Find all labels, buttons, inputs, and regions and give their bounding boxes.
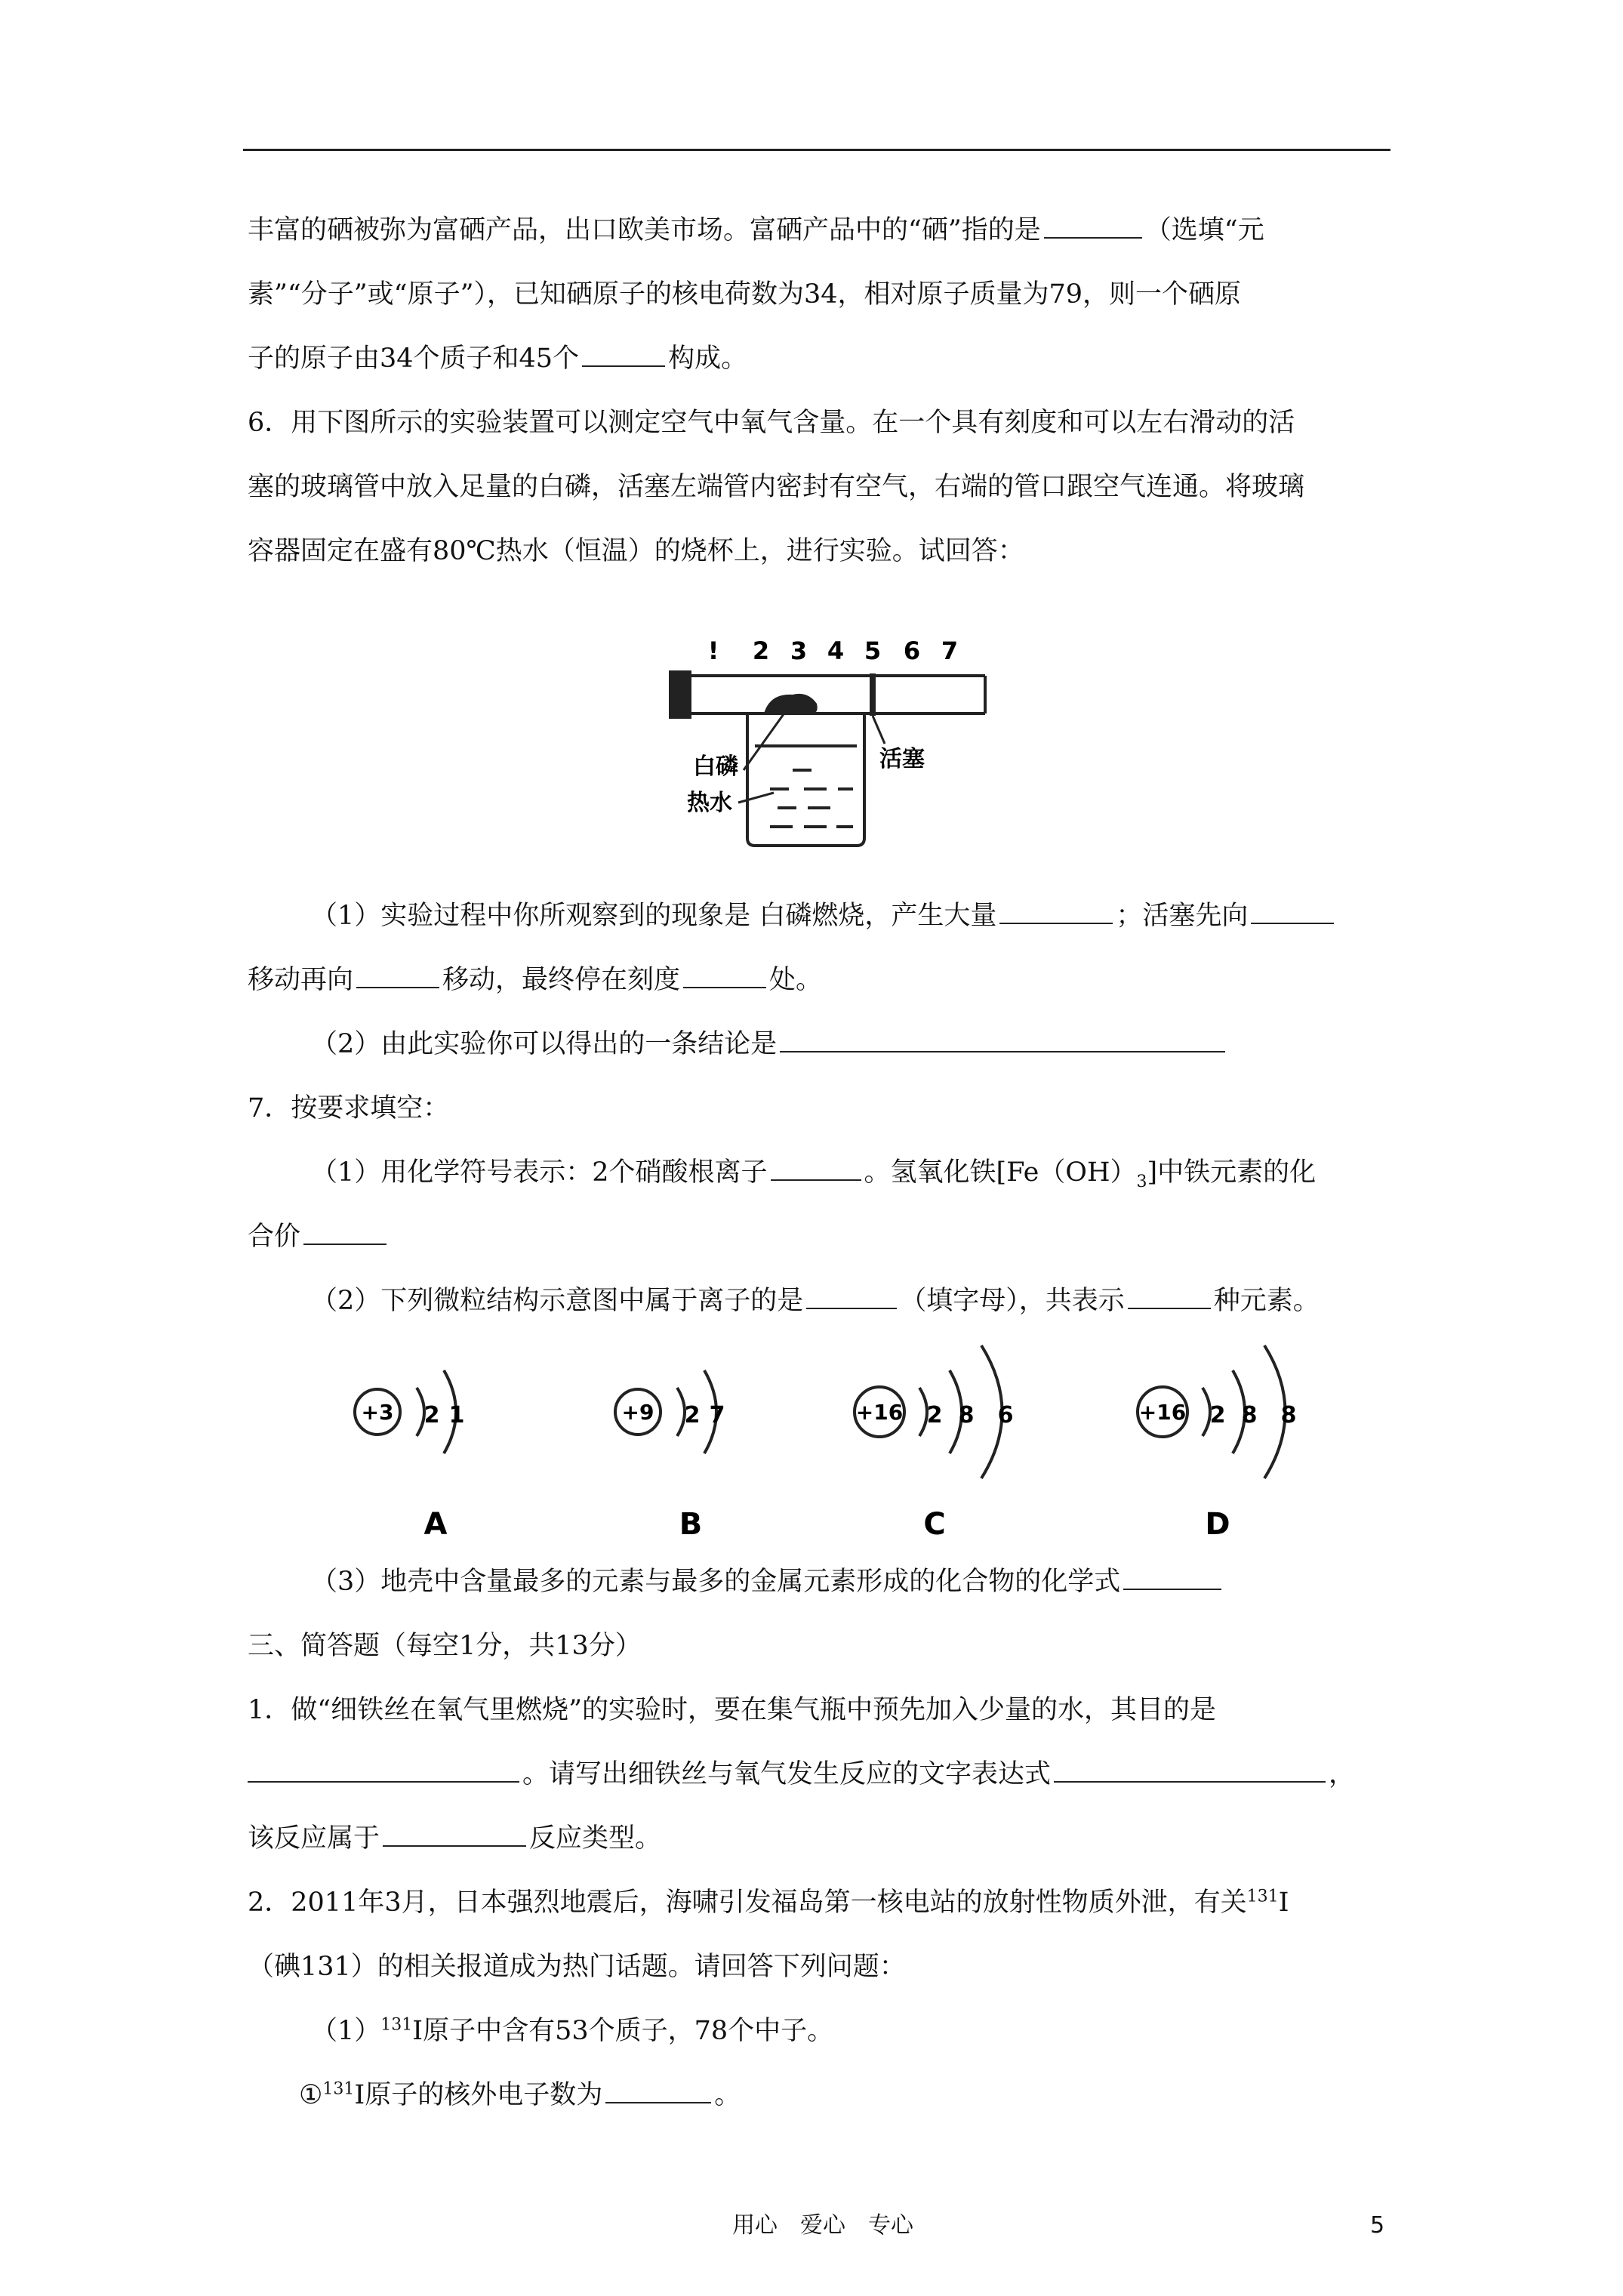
answer-blank: [1123, 1564, 1221, 1590]
text: 移动再向: [248, 965, 354, 995]
text-line: [248, 1755, 1355, 1793]
text-line: [248, 340, 747, 378]
scale-tick-label: 7: [941, 636, 959, 665]
answer-blank: [582, 341, 665, 367]
superscript: 131: [322, 2079, 355, 2099]
electron-count: 7: [709, 1402, 725, 1428]
answer-blank: [1128, 1284, 1211, 1309]
electron-count: 2: [1209, 1402, 1226, 1428]
text: 移动，最终停在刻度: [442, 965, 681, 995]
text: 合价: [248, 1222, 301, 1252]
text: 反应类型。: [529, 1823, 662, 1854]
text-line: [248, 276, 1241, 313]
text: 塞的玻璃管中放入足量的白磷，活塞左端管内密封有空气，右端的管口跟空气连通。将玻璃: [248, 472, 1305, 502]
short-answer-1: [248, 1691, 1216, 1729]
text: ；活塞先向: [1116, 901, 1249, 931]
nucleus-charge: +3: [361, 1400, 394, 1425]
text: 6．用下图所示的实验装置可以测定空气中氧气含量。在一个具有刻度和可以左右滑动的活: [248, 408, 1295, 438]
text: （选填“元: [1144, 215, 1264, 245]
superscript: 131: [1246, 1887, 1279, 1906]
electron-count: 1: [448, 1402, 465, 1428]
answer-blank: [1044, 213, 1142, 239]
answer-blank: [605, 2078, 711, 2103]
scale-tick-label: 3: [790, 636, 808, 665]
question-7-part-3: [311, 1563, 1224, 1601]
text: （填字母），共表示: [900, 1286, 1125, 1316]
text-line: [248, 468, 1304, 506]
text: （1）实验过程中你所观察到的现象是 白磷燃烧，产生大量: [311, 901, 997, 931]
text: 子的原子由34个质子和45个: [248, 344, 580, 374]
electron-count: 2: [423, 1402, 440, 1428]
scale-tick-label: 4: [827, 636, 845, 665]
diagram-letter: C: [923, 1507, 946, 1542]
subscript: 3: [1136, 1173, 1147, 1191]
text: （碘131）的相关报道成为热门话题。请回答下列问题：: [248, 1952, 906, 1982]
text-line: [248, 1218, 390, 1256]
label-hot-water: 热水: [687, 790, 732, 816]
scale-tick-label: 5: [864, 636, 882, 665]
electron-count: 2: [684, 1402, 701, 1428]
text-line: [248, 1820, 661, 1857]
text-line: [248, 532, 1024, 570]
nucleus-charge: +9: [621, 1400, 654, 1425]
electron-count: 6: [997, 1402, 1014, 1428]
text: ，: [1329, 1759, 1356, 1789]
question-7-part-2: [311, 1282, 1320, 1320]
short-answer-2: [248, 1884, 1289, 1922]
section-heading: [248, 1627, 642, 1665]
atom-diagram-c: [855, 1345, 1013, 1542]
nucleus-charge: +16: [1138, 1400, 1187, 1425]
electron-count: 2: [926, 1402, 943, 1428]
question-6-part-2: [311, 1025, 1228, 1063]
text: 处。: [769, 965, 823, 995]
label-piston: 活塞: [879, 746, 925, 772]
diagram-letter: D: [1205, 1507, 1230, 1542]
electron-shell: [677, 1388, 685, 1436]
text: ]中铁元素的化: [1147, 1157, 1317, 1188]
text: 2．2011年3月，日本强烈地震后，海啸引发福岛第一核电站的放射性物质外泄，有关: [248, 1888, 1247, 1918]
text: I: [1278, 1888, 1289, 1918]
nucleus-charge: +16: [855, 1400, 904, 1425]
text: 1．做“细铁丝在氧气里燃烧”的实验时，要在集气瓶中预先加入少量的水，其目的是: [248, 1695, 1217, 1725]
text: 丰富的硒被弥为富硒产品，出口欧美市场。富硒产品中的“硒”指的是: [248, 215, 1041, 245]
glass-tube: [670, 672, 985, 717]
scale-tick-label: 2: [752, 636, 770, 665]
diagram-letter: A: [423, 1507, 448, 1542]
electron-count: 8: [1241, 1402, 1258, 1428]
text: （1）用化学符号表示：2个硝酸根离子: [311, 1157, 768, 1188]
text: I原子的核外电子数为: [354, 2080, 603, 2110]
text: 该反应属于: [248, 1823, 380, 1854]
electron-count: 8: [1280, 1402, 1297, 1428]
beaker: [747, 713, 864, 846]
text: 种元素。: [1213, 1286, 1320, 1316]
answer-blank: [1054, 1757, 1326, 1783]
text: 。氢氧化铁[Fe（OH）: [864, 1157, 1137, 1188]
atom-diagram-a: [355, 1370, 464, 1542]
electron-shell: [417, 1388, 424, 1436]
text-line: [248, 1948, 906, 1986]
scale-labels: [708, 636, 958, 665]
apparatus-diagram: [649, 619, 1012, 861]
question-6-part-1: [311, 897, 1337, 935]
electron-shell: [1203, 1388, 1210, 1436]
stopper: [670, 672, 690, 717]
answer-blank: [806, 1284, 897, 1309]
text: 。请写出细铁丝与氧气发生反应的文字表达式: [522, 1759, 1052, 1789]
page-number: 5: [1370, 2212, 1385, 2239]
text: （1）: [311, 2016, 381, 2046]
question-7: [248, 1089, 449, 1127]
short-answer-2-item-1: [299, 2076, 741, 2114]
answer-blank: [780, 1027, 1225, 1052]
text: ①: [299, 2080, 323, 2110]
scale-tick-label: !: [707, 636, 719, 665]
label-white-phosphorus: 白磷: [693, 754, 738, 780]
diagram-letter: B: [679, 1507, 703, 1542]
text: I原子中含有53个质子，78个中子。: [412, 2016, 834, 2046]
answer-blank: [248, 1757, 519, 1783]
text: （3）地壳中含量最多的元素与最多的金属元素形成的化合物的化学式: [311, 1567, 1121, 1597]
atom-structure-diagrams: [347, 1329, 1336, 1555]
text-line: [248, 961, 822, 999]
answer-blank: [303, 1219, 387, 1245]
question-7-part-1: [311, 1154, 1316, 1191]
text: 容器固定在盛有80℃热水（恒温）的烧杯上，进行实验。试回答：: [248, 536, 1024, 566]
short-answer-2-part-1: [311, 2012, 833, 2050]
text: 7．按要求填空：: [248, 1093, 450, 1123]
electron-count: 8: [958, 1402, 975, 1428]
answer-blank: [683, 963, 766, 988]
answer-blank: [383, 1821, 526, 1847]
text: 素”“分子”或“原子”），已知硒原子的核电荷数为34，相对原子质量为79，则一个硒原: [248, 279, 1242, 310]
answer-blank: [771, 1155, 861, 1181]
answer-blank: [1251, 898, 1334, 924]
text: 构成。: [668, 344, 748, 374]
text: 三、简答题（每空1分，共13分）: [248, 1631, 642, 1661]
header-rule: [243, 149, 1390, 151]
text: 。: [714, 2080, 741, 2110]
text: （2）由此实验你可以得出的一条结论是: [311, 1029, 778, 1059]
atom-diagram-d: [1138, 1345, 1296, 1542]
text-line: [248, 211, 1264, 249]
superscript: 131: [380, 2015, 413, 2035]
footer-motto: 用心 爱心 专心: [732, 2212, 913, 2239]
scale-tick-label: 6: [903, 636, 921, 665]
answer-blank: [999, 898, 1113, 924]
question-6: [248, 404, 1295, 442]
electron-shell: [919, 1388, 927, 1436]
atom-diagram-b: [615, 1370, 725, 1542]
answer-blank: [356, 963, 439, 988]
text: （2）下列微粒结构示意图中属于离子的是: [311, 1286, 804, 1316]
